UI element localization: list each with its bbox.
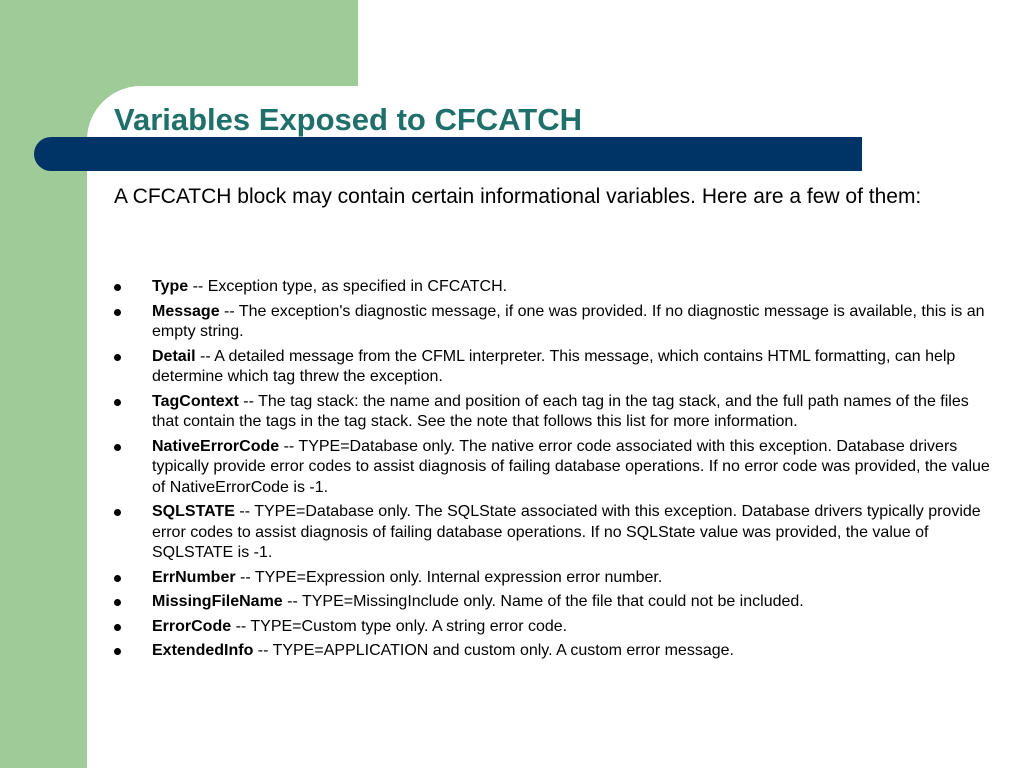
list-item: [114, 392, 994, 433]
intro-paragraph: A CFCATCH block may contain certain informational variables. Here are a few of them:: [114, 185, 922, 208]
variable-description: -- TYPE=Database only. The SQLState associated with this exception. Database drivers typically provide error codes to assist diagnosis of failing database operations. If no SQLState value was provided, the value of SQLSTATE is -1.: [152, 503, 981, 561]
bullet-icon: [114, 509, 121, 516]
variable-name: Detail: [152, 347, 196, 365]
list-item: [114, 437, 994, 499]
list-item: [114, 347, 994, 388]
list-item: [114, 277, 994, 298]
list-item: [114, 568, 994, 589]
bullet-icon: [114, 624, 121, 631]
variable-description: -- TYPE=MissingInclude only. Name of the file that could not be included.: [282, 593, 804, 610]
slide-title: Variables Exposed to CFCATCH: [114, 102, 582, 137]
variable-name: MissingFileName: [152, 593, 283, 610]
variable-description: -- TYPE=Expression only. Internal expression error number.: [235, 568, 663, 586]
list-item: [114, 502, 994, 564]
list-item: [114, 617, 994, 638]
bullet-icon: [114, 599, 121, 606]
title-underline-bar: [34, 137, 862, 171]
variable-name: NativeErrorCode: [152, 437, 280, 455]
variable-name: SQLSTATE: [152, 503, 235, 520]
variable-description: -- Exception type, as specified in CFCATCH.: [188, 278, 508, 295]
bullet-icon: [114, 648, 121, 655]
variable-description: -- TYPE=Custom type only. A string error code.: [231, 617, 568, 635]
list-item: [114, 592, 994, 613]
bullet-icon: [114, 309, 121, 316]
variable-description: -- A detailed message from the CFML interpreter. This message, which contains HTML formatting, can help determine which tag threw the exception.: [152, 347, 956, 385]
variable-description: -- TYPE=APPLICATION and custom only. A custom error message.: [253, 642, 734, 659]
list-item: [114, 302, 994, 343]
bullet-icon: [114, 444, 121, 451]
variable-name: ErrorCode: [152, 617, 232, 635]
variable-name: Message: [152, 302, 220, 320]
variable-description: -- The exception's diagnostic message, if one was provided. If no diagnostic message is available, this is an empty string.: [152, 302, 985, 340]
bullet-icon: [114, 399, 121, 406]
variable-name: ErrNumber: [152, 568, 236, 586]
variable-name: ExtendedInfo: [152, 642, 254, 659]
variable-description: -- The tag stack: the name and position of each tag in the tag stack, and the full path names of the files that contain the tags in the tag stack. See the note that follows this list for more information.: [152, 392, 969, 430]
variable-name: Type: [152, 278, 189, 295]
list-item: [114, 641, 994, 662]
bullet-icon: [114, 575, 121, 582]
bullet-icon: [114, 284, 121, 291]
variable-name: TagContext: [152, 392, 239, 410]
variable-description: -- TYPE=Database only. The native error code associated with this exception. Database drivers typically provide error codes to assist diagnosis of failing database operations. If no error code was provided, the value of NativeErrorCode is -1.: [152, 437, 990, 496]
bullet-icon: [114, 354, 121, 361]
variable-list: [114, 277, 994, 666]
